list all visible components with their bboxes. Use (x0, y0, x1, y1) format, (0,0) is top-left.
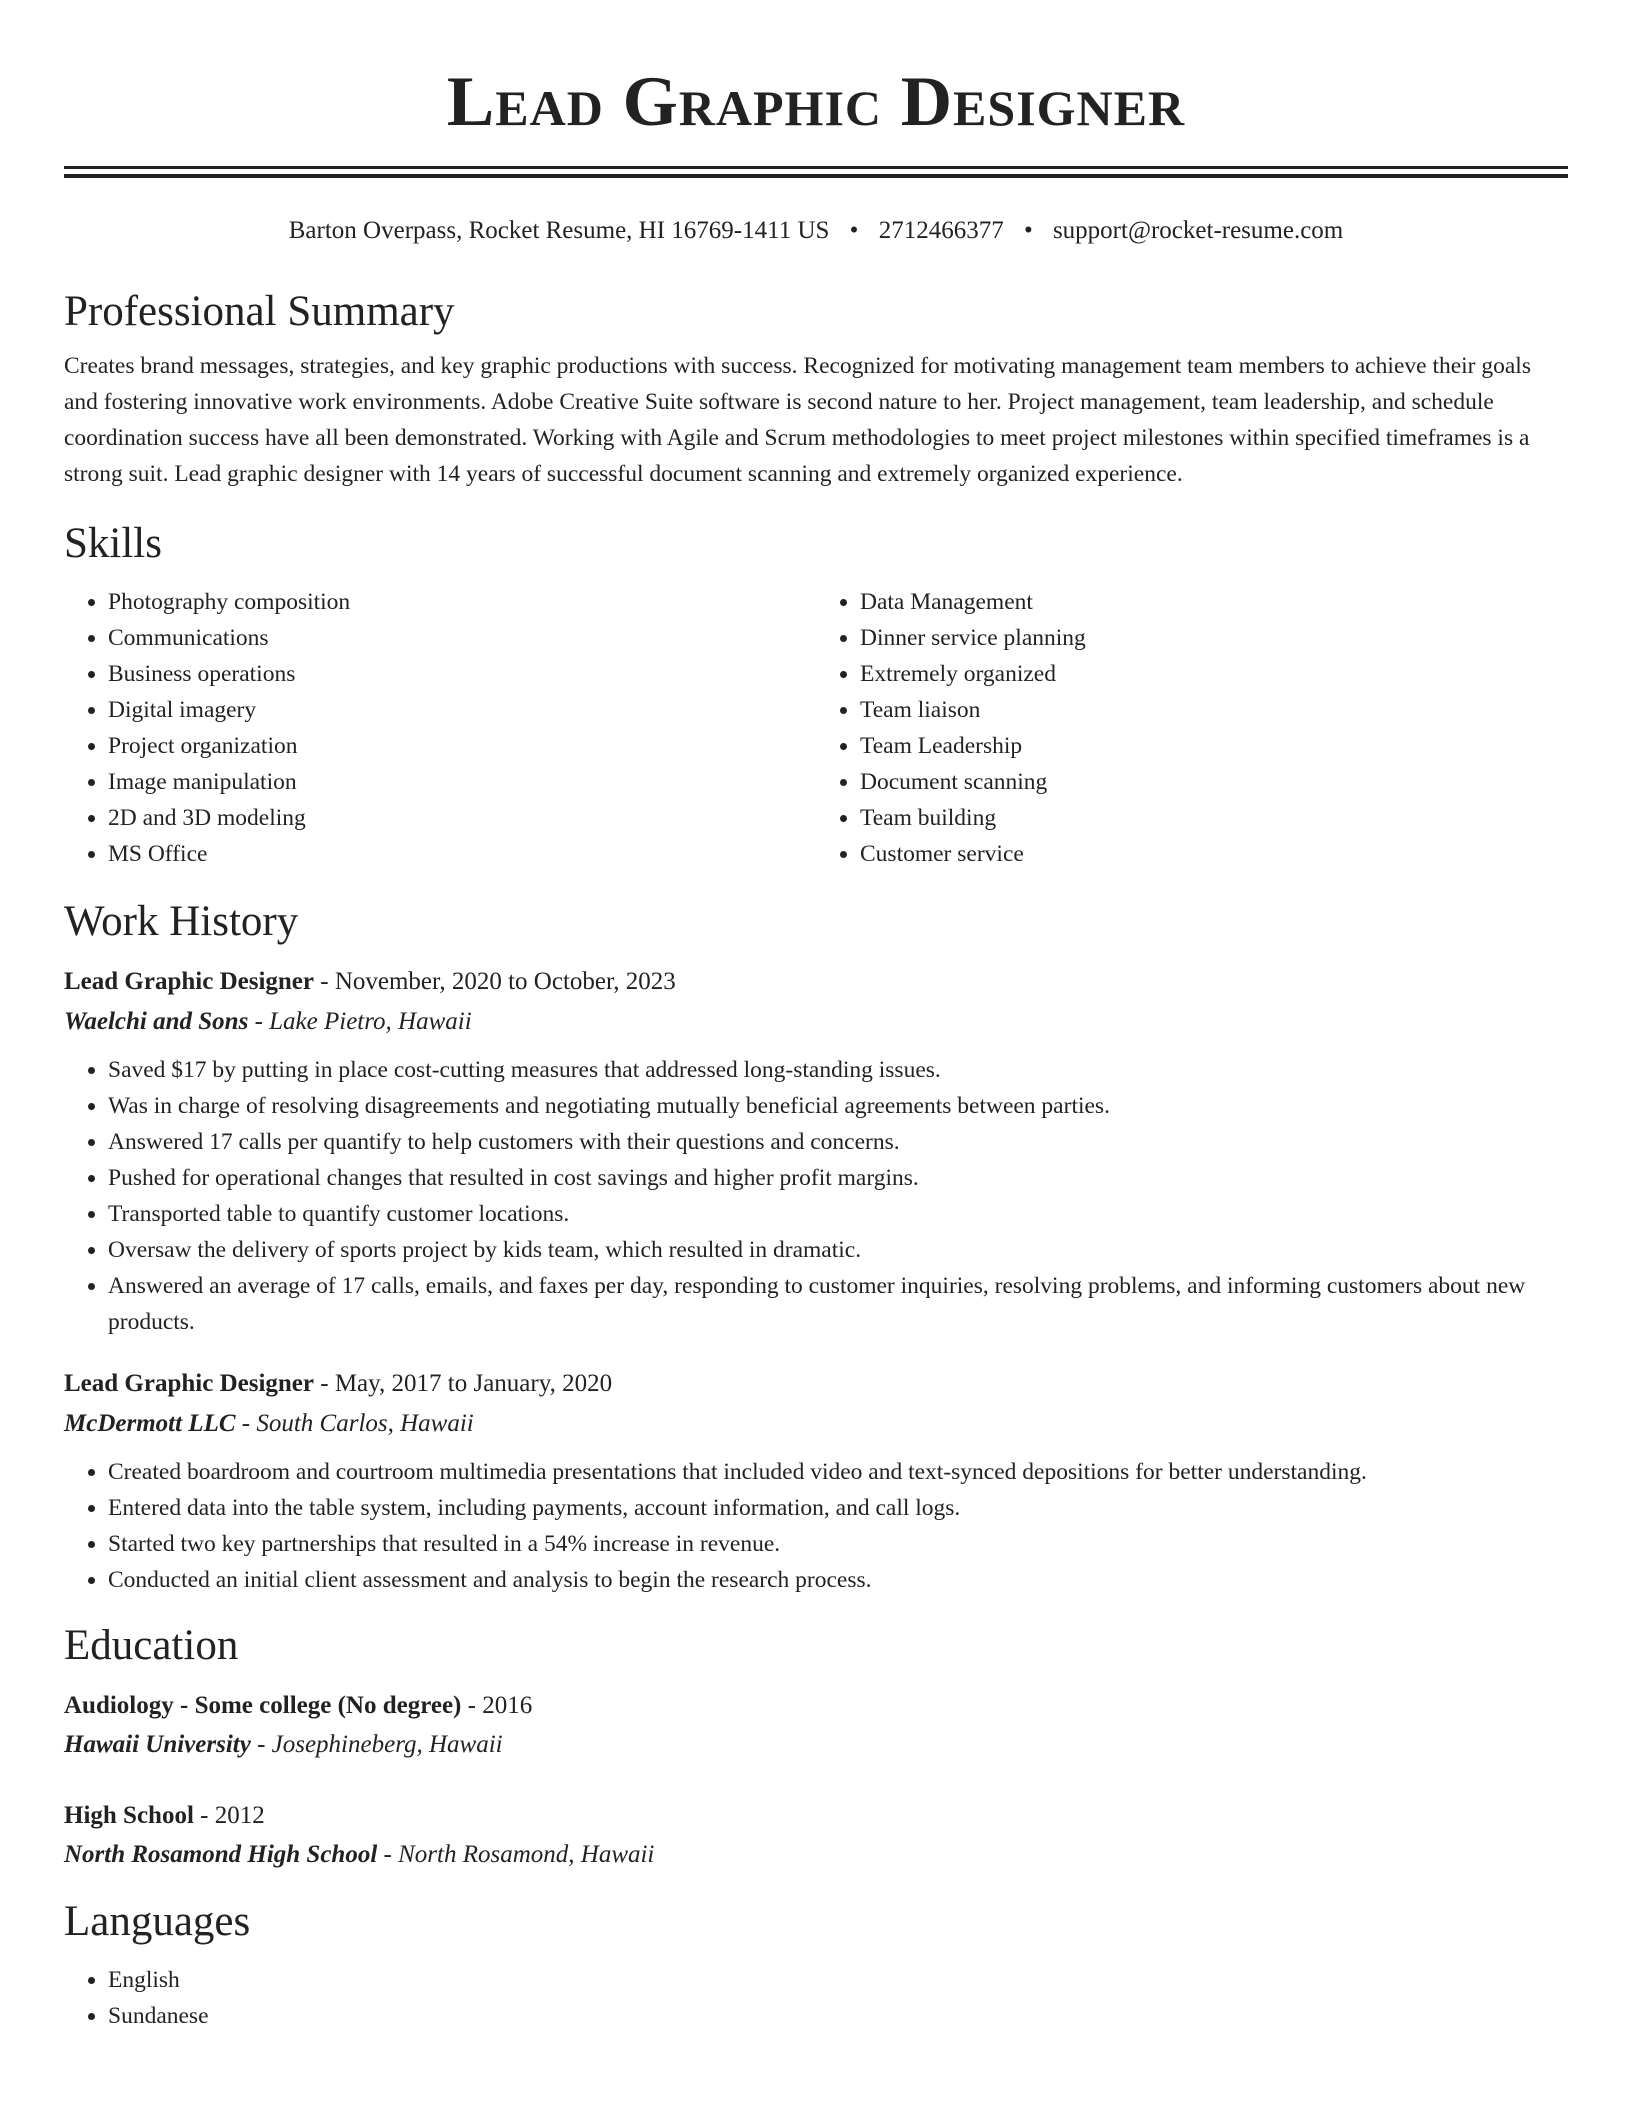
job-bullet: • Started two key partnerships that resulted in a 54% increase in revenue. (108, 1526, 1568, 1562)
job-title-line (64, 962, 1568, 1002)
summary-heading: Professional Summary (64, 288, 455, 335)
job-entry (64, 1364, 1568, 1598)
skills-heading: Skills (64, 520, 162, 567)
contact-address: Barton Overpass, Rocket Resume, HI 16769-1411 US (288, 217, 830, 244)
job-title-line (64, 1364, 1568, 1404)
job-bullets (64, 1454, 1568, 1598)
education-location: - North Rosamond, Hawaii (377, 1841, 655, 1868)
job-dates: - May, 2017 to January, 2020 (314, 1370, 613, 1397)
job-dates: - November, 2020 to October, 2023 (314, 968, 676, 995)
education-school-line (64, 1835, 1568, 1874)
job-bullet: • Oversaw the delivery of sports project by kids team, which resulted in dramatic. (108, 1232, 1568, 1268)
job-title: Lead Graphic Designer (64, 968, 314, 995)
skill-item: • Data Management (860, 584, 1568, 620)
job-location: - South Carlos, Hawaii (235, 1410, 474, 1437)
job-bullet: • Transported table to quantify customer locations. (108, 1196, 1568, 1232)
job-bullet: • Answered 17 calls per quantify to help customers with their questions and concerns. (108, 1124, 1568, 1160)
job-bullet: • Entered data into the table system, including payments, account information, and call logs. (108, 1490, 1568, 1526)
job-company-line (64, 1002, 1568, 1042)
languages-list (64, 1962, 1568, 2034)
skill-item: • Extremely organized (860, 656, 1568, 692)
education-school: North Rosamond High School (64, 1841, 378, 1868)
education-entry (64, 1686, 1568, 1764)
contact-separator: • (849, 217, 859, 244)
education-degree: High School (64, 1802, 194, 1829)
job-company-line (64, 1404, 1568, 1444)
page-title: Lead Graphic Designer (446, 63, 1186, 141)
job-company: McDermott LLC (64, 1410, 236, 1437)
skill-item: • Team liaison (860, 692, 1568, 728)
skills-list-left (64, 584, 816, 872)
education-school: Hawaii University (64, 1731, 251, 1758)
skills-columns (64, 584, 1568, 872)
job-bullet: • Created boardroom and courtroom multimedia presentations that included video and text-synced depositions for better understanding. (108, 1454, 1568, 1490)
job-bullet: • Saved $17 by putting in place cost-cutting measures that addressed long-standing issues. (108, 1052, 1568, 1088)
job-bullet: • Answered an average of 17 calls, emails, and faxes per day, responding to customer inquiries, resolving problems, and informing customers about new products. (108, 1268, 1568, 1340)
skill-item: • Customer service (860, 836, 1568, 872)
skill-item: • 2D and 3D modeling (108, 800, 816, 836)
contact-line (64, 214, 1568, 248)
job-bullets (64, 1052, 1568, 1340)
job-bullet: • Was in charge of resolving disagreements and negotiating mutually beneficial agreements between parties. (108, 1088, 1568, 1124)
job-title: Lead Graphic Designer (64, 1370, 314, 1397)
contact-phone: 2712466377 (878, 217, 1004, 244)
education-year: - 2016 (461, 1692, 533, 1719)
summary-text: Creates brand messages, strategies, and key graphic productions with success. Recognized for motivating management team members to achieve their goals and fostering innovative work environments. Adobe Creative Suite software is second nature to her. Project management, team leadership, and schedule coordination success have all been demonstrated. Working with Agile and Scrum methodologies to meet project milestones within specified timeframes is a strong suit. Lead graphic designer with 14 years of successful document scanning and extremely organized experience. (64, 353, 1531, 487)
skill-item: • Team Leadership (860, 728, 1568, 764)
job-entry (64, 962, 1568, 1340)
education-degree: Audiology - Some college (No degree) (64, 1692, 462, 1719)
education-degree-line (64, 1686, 1568, 1725)
skill-item: • Project organization (108, 728, 816, 764)
job-bullet: • Conducted an initial client assessment and analysis to begin the research process. (108, 1562, 1568, 1598)
contact-email: support@rocket-resume.com (1052, 217, 1344, 244)
skill-item: • Business operations (108, 656, 816, 692)
education-degree-line (64, 1796, 1568, 1835)
language-item: • English (108, 1962, 1568, 1998)
skill-item: • Dinner service planning (860, 620, 1568, 656)
contact-separator: • (1023, 217, 1033, 244)
education-entry (64, 1796, 1568, 1874)
job-location: - Lake Pietro, Hawaii (248, 1008, 472, 1035)
education-school-line (64, 1725, 1568, 1764)
skill-item: • Communications (108, 620, 816, 656)
job-company: Waelchi and Sons (64, 1008, 249, 1035)
education-location: - Josephineberg, Hawaii (250, 1731, 503, 1758)
skill-item: • Document scanning (860, 764, 1568, 800)
skill-item: • Photography composition (108, 584, 816, 620)
title-divider (64, 166, 1568, 178)
skill-item: • Image manipulation (108, 764, 816, 800)
skill-item: • MS Office (108, 836, 816, 872)
job-bullet: • Pushed for operational changes that resulted in cost savings and higher profit margins. (108, 1160, 1568, 1196)
skill-item: • Team building (860, 800, 1568, 836)
work-history-heading: Work History (64, 898, 299, 945)
skill-item: • Digital imagery (108, 692, 816, 728)
language-item: • Sundanese (108, 1998, 1568, 2034)
education-year: - 2012 (193, 1802, 265, 1829)
education-heading: Education (64, 1622, 239, 1669)
languages-heading: Languages (64, 1898, 251, 1945)
skills-list-right (816, 584, 1568, 872)
